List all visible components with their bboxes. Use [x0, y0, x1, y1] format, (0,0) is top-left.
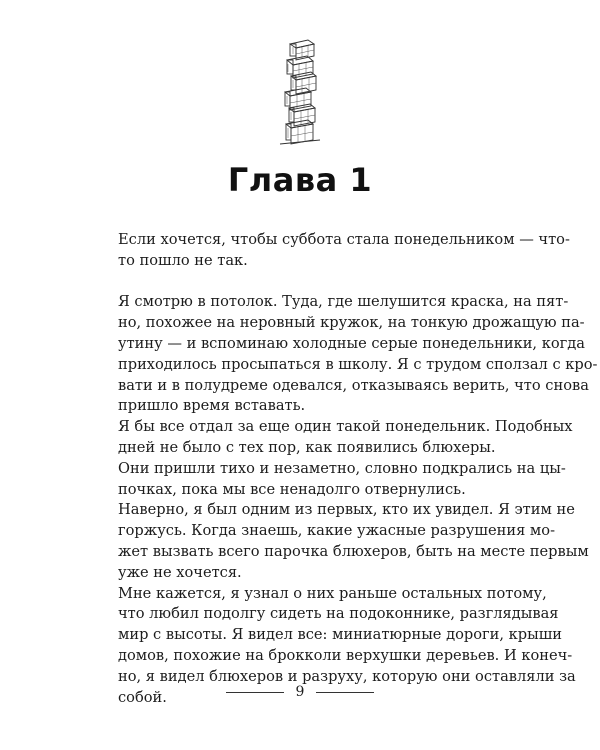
chapter-title: Глава 1 [227, 161, 373, 199]
text-line: Мне кажется, я узнал о них раньше остальных потому, [118, 584, 547, 602]
footer-rule-left [226, 692, 284, 693]
text-line: горжусь. Когда знаешь, какие ужасные разрушения мо- [118, 522, 556, 540]
text-line: то пошло не так. [118, 251, 248, 269]
text-line: Я смотрю в потолок. Туда, где шелушится краска, на пят- [118, 293, 569, 311]
text-line: приходилось просыпаться в школу. Я с трудом сползал с кро- [118, 355, 598, 373]
text-line: дней не было с тех пор, как появились блюхеры. [118, 438, 496, 456]
text-line: мир с высоты. Я видел все: миниатюрные дороги, крыши [118, 626, 563, 644]
text-line: утину — и вспоминаю холодные серые понедельники, когда [118, 334, 585, 352]
text-line: Наверно, я был одним из первых, кто их увидел. Я этим не [118, 501, 575, 519]
text-line: но, похожее на неровный кружок, на тонкую дрожащую па- [118, 314, 585, 332]
paragraph [96, 500, 589, 583]
footer-rule-right [316, 692, 374, 693]
text-line: вати и в полудреме одевался, отказываясь верить, что снова [118, 376, 589, 394]
text-line: что любил подолгу сидеть на подоконнике, разглядывая [118, 605, 559, 623]
skyscraper-icon [270, 36, 330, 148]
text-line: жет вызвать всего парочка блюхеров, быть на месте первым [118, 542, 589, 560]
page-footer [0, 682, 600, 702]
page-number: 9 [295, 684, 305, 700]
text-line: Я бы все отдал за еще один такой понедельник. Подобных [118, 418, 573, 436]
paragraph [96, 417, 573, 459]
paragraph-gap [96, 272, 506, 293]
text-line: почках, пока мы все ненадолго отвернулись. [118, 480, 466, 498]
text-line: домов, похожие на брокколи верхушки деревьев. И конеч- [118, 646, 573, 664]
paragraph [96, 292, 598, 417]
text-line: Если хочется, чтобы суббота стала понедельником — что- [118, 231, 570, 248]
text-line: пришло время вставать. [118, 397, 306, 415]
paragraph [96, 230, 570, 272]
paragraph [96, 459, 566, 501]
text-line: Они пришли тихо и незаметно, словно подкрались на цы- [118, 459, 566, 477]
text-line: но, я видел блюхеров и разруху, которую они оставляли за [118, 667, 576, 685]
text-line: собой. [118, 688, 167, 706]
text-line: уже не хочется. [118, 563, 242, 581]
body-text [96, 230, 598, 708]
